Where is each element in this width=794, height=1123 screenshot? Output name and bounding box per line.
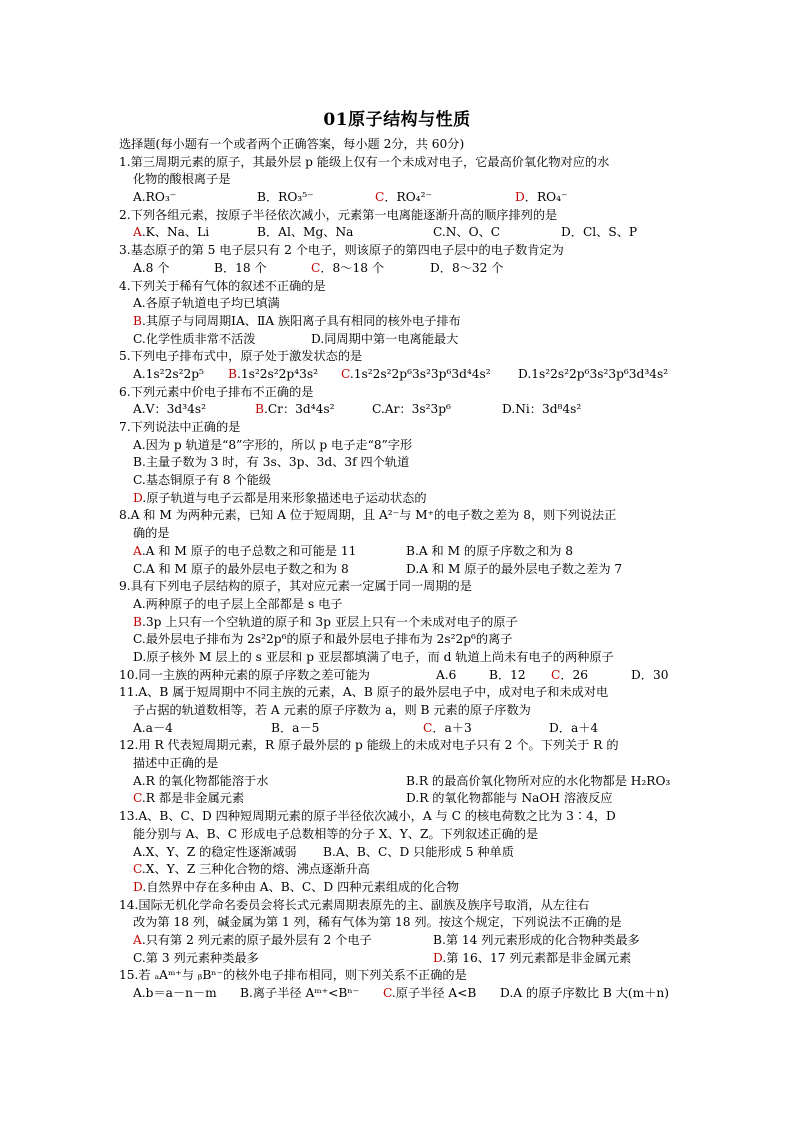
option-d: D.同周期中第一电离能最大 (311, 331, 459, 346)
option-row (119, 596, 675, 614)
option-b: B．18 个 (214, 260, 267, 275)
option-a: A.K、Na、Li (133, 225, 210, 240)
option-a: A.b＝a－n－m (133, 986, 217, 1000)
option-d: D.R 的氧化物都能与 NaOH 溶液反应 (406, 791, 613, 806)
question-stem: 5.下列电子排布式中，原子处于激发状态的是 (119, 349, 363, 364)
option-row (119, 472, 675, 490)
question-12 (119, 737, 675, 808)
option-c: C.R 都是非金属元素 (133, 791, 245, 806)
question-8 (119, 507, 675, 578)
question-4 (119, 278, 675, 349)
question-3 (119, 242, 675, 277)
question-stem-text: 10.同一主族的两种元素的原子序数之差可能为 (119, 667, 370, 682)
option-d: D.原子核外 M 层上的 s 亚层和 p 亚层都填满了电子，而 d 轨道上尚未有电子的两种原子 (133, 649, 614, 664)
option-d: D.A 的原子序数比 B 大(m＋n) (500, 986, 670, 1000)
option-b: B.3p 上只有一个空轨道的原子和 3p 亚层上只有一个未成对电子的原子 (133, 614, 518, 629)
question-stem: 3.基态原子的第 5 电子层只有 2 个电子，则该原子的第四电子层中的电子数肯定为 (119, 243, 564, 258)
option-b: B．a－5 (271, 720, 320, 735)
option-row (119, 561, 675, 579)
option-c: C.原子半径 A<B (383, 986, 477, 1000)
question-stem: 14.国际无机化学命名委员会将长式元素周期表原先的主、副族及族序号取消，从左往右 (119, 897, 590, 912)
option-a: A.只有第 2 列元素的原子最外层有 2 个电子 (133, 932, 372, 947)
option-row (119, 543, 675, 561)
option-d: D.自然界中存在多种由 A、B、C、D 四种元素组成的化合物 (133, 879, 459, 894)
option-c: C．8～18 个 (311, 260, 385, 275)
option-d: D.Ni：3d⁸4s² (502, 402, 582, 417)
question-stem: 2.下列各组元素，按原子半径依次减小，元素第一电离能逐渐升高的顺序排列的是 (119, 207, 558, 222)
question-stem: 描述中正确的是 (133, 756, 219, 771)
option-row (119, 295, 675, 313)
question-14 (119, 897, 675, 968)
option-c: C.X、Y、Z 三种化合物的熔、沸点逐渐升高 (133, 862, 370, 877)
question-stem: 1.第三周期元素的原子，其最外层 p 能级上仅有一个未成对电子，它最高价氧化物对应的水 (119, 154, 610, 169)
option-b: B.主量子数为 3 时，有 3s、3p、3d、3f 四个轨道 (133, 455, 410, 470)
question-stem: 化物的酸根离子是 (133, 172, 231, 187)
question-stem: 9.具有下列电子层结构的原子，其对应元素一定属于同一周期的是 (119, 579, 472, 594)
option-a: A.6 (436, 667, 457, 682)
option-row (119, 313, 675, 331)
option-d: D.1s²2s²2p⁶3s²3p⁶3d³4s² (518, 366, 669, 381)
question-stem: 6.下列元素中价电子排布不正确的是 (119, 384, 314, 399)
option-row (119, 614, 675, 632)
option-d: D．30 (631, 667, 669, 682)
option-d: D.原子轨道与电子云都是用来形象描述电子运动状态的 (133, 490, 427, 505)
question-2 (119, 207, 675, 242)
option-b: B.A、B、C、D 只能形成 5 种单质 (323, 844, 514, 859)
option-a: A.1s²2s²2p⁵ (133, 366, 204, 381)
question-13 (119, 808, 675, 896)
question-stem: 13.A、B、C、D 四种短周期元素的原子半径依次减小，A 与 C 的核电荷数之比为 3∶4，D (119, 809, 616, 824)
question-stem: 7.下列说法中正确的是 (119, 420, 241, 434)
option-b: B.R 的最高价氧化物所对应的水化物都是 H₂RO₃ (406, 773, 671, 788)
option-b: B．RO₃⁵⁻ (257, 190, 314, 205)
option-c: C.N、O、C (433, 225, 501, 240)
option-row (119, 773, 675, 791)
option-row (119, 331, 675, 349)
option-row (119, 260, 675, 278)
question-6 (119, 384, 675, 419)
option-d: D．RO₄⁻ (515, 190, 568, 205)
option-a: A.RO₃⁻ (133, 190, 177, 205)
question-stem: 子占据的轨道数相等，若 A 元素的原子序数为 a，则 B 元素的原子序数为 (133, 703, 531, 717)
option-d: D．Cl、S、P (561, 225, 638, 240)
option-a: A.A 和 M 原子的电子总数之和可能是 11 (133, 543, 357, 558)
question-stem: 12.用 R 代表短周期元素，R 原子最外层的 p 能级上的未成对电子只有 2 个。下列关于 R 的 (119, 738, 619, 753)
option-d: D．8～32 个 (430, 260, 504, 275)
option-row (119, 985, 675, 1003)
option-row (119, 844, 675, 862)
option-b: B.Cr：3d⁴4s² (255, 402, 335, 417)
question-stem: 4.下列关于稀有气体的叙述不正确的是 (119, 278, 326, 293)
option-a: A.V：3d³4s² (133, 402, 207, 417)
option-row (119, 790, 675, 808)
option-a: A.因为 p 轨道是“8”字形的，所以 p 电子走“8”字形 (133, 437, 413, 452)
option-row (119, 861, 675, 879)
question-9 (119, 578, 675, 666)
option-b: B.A 和 M 的原子序数之和为 8 (406, 543, 574, 558)
option-row (119, 401, 675, 419)
option-b: B.离子半径 Aᵐ⁺<Bⁿ⁻ (240, 986, 360, 1000)
question-7 (119, 419, 675, 507)
option-c: C.基态铜原子有 8 个能级 (133, 473, 271, 488)
page-title: 01原子结构与性质 (323, 110, 471, 130)
option-a: A.X、Y、Z 的稳定性逐渐减弱 (133, 844, 297, 859)
option-a: A.8 个 (133, 260, 170, 275)
option-b: B.1s²2s²2p⁴3s² (228, 366, 318, 381)
option-row (119, 366, 675, 384)
option-row (119, 950, 675, 968)
option-a: A.各原子轨道电子均已填满 (133, 296, 280, 311)
option-c: C.化学性质非常不活泼 (133, 331, 256, 346)
option-row (119, 720, 675, 738)
question-list (119, 136, 675, 1003)
section-intro: 选择题(每小题有一个或者两个正确答案，每小题 2分，共 60分) (119, 137, 465, 151)
option-row (119, 224, 675, 242)
option-d: D.A 和 M 原子的最外层电子数之差为 7 (406, 561, 623, 576)
question-11 (119, 684, 675, 737)
option-row (119, 649, 675, 667)
option-c: C．RO₄²⁻ (375, 190, 432, 205)
question-stem: 改为第 18 列，碱金属为第 1 列，稀有气体为第 18 列。按这个规定，下列说法不正确的是 (133, 915, 622, 930)
option-c: C.最外层电子排布为 2s²2p⁶的原子和最外层电子排布为 2s²2p⁶的离子 (133, 632, 513, 647)
option-b: B.第 14 列元素形成的化合物种类最多 (433, 932, 640, 947)
option-row (119, 189, 675, 207)
question-10 (119, 667, 675, 685)
option-d: D．a＋4 (549, 720, 599, 735)
option-b: B．12 (489, 667, 526, 682)
question-stem (119, 667, 675, 685)
question-stem: 确的是 (133, 526, 170, 541)
option-row (119, 932, 675, 950)
option-a: A.两种原子的电子层上全部都是 s 电子 (133, 596, 343, 611)
question-15 (119, 967, 675, 1002)
option-c: C.Ar：3s²3p⁶ (372, 402, 451, 417)
option-row (119, 437, 675, 455)
question-stem: 能分别与 A、B、C 形成电子总数相等的分子 X、Y、Z。下列叙述正确的是 (133, 826, 539, 841)
option-a: A.R 的氧化物都能溶于水 (133, 773, 269, 788)
question-1 (119, 154, 675, 207)
option-c: C．a＋3 (423, 720, 472, 735)
option-b: B.其原子与同周期ⅠA、ⅡA 族阳离子具有相同的核外电子排布 (133, 313, 461, 328)
option-b: B．Al、Mg、Na (257, 225, 354, 240)
option-d: D.第 16、17 列元素都是非金属元素 (433, 950, 632, 965)
question-stem: 8.A 和 M 为两种元素，已知 A 位于短周期，且 A²⁻与 M⁺的电子数之差为 8，则下列说法正 (119, 508, 617, 523)
option-a: A.a－4 (133, 720, 173, 735)
question-5 (119, 348, 675, 383)
question-stem: 15.若 ₐAᵐ⁺与 ᵦBⁿ⁻的核外电子排布相同，则下列关系不正确的是 (119, 968, 467, 983)
option-row (119, 454, 675, 472)
option-row (119, 879, 675, 897)
option-c: C.1s²2s²2p⁶3s²3p⁶3d⁴4s² (341, 366, 491, 381)
option-c: C.A 和 M 原子的最外层电子数之和为 8 (133, 561, 349, 576)
option-row (119, 490, 675, 508)
option-c: C.第 3 列元素种类最多 (133, 950, 259, 965)
option-c: C．26 (551, 667, 589, 682)
option-row (119, 631, 675, 649)
question-stem: 11.A、B 属于短周期中不同主族的元素，A、B 原子的最外层电子中，成对电子和未成对电 (119, 685, 609, 700)
